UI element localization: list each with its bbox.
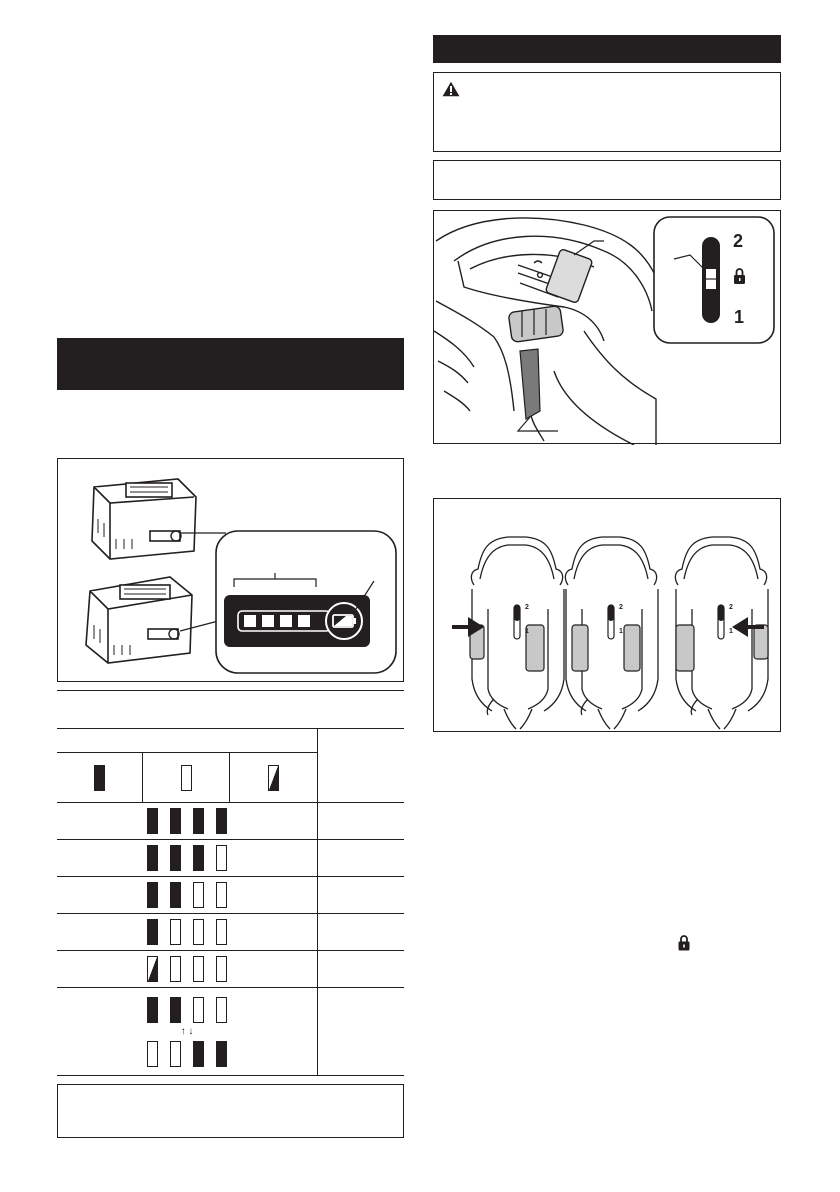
table-row bbox=[57, 951, 404, 988]
grip-middle-label-top: 2 bbox=[619, 604, 623, 611]
lamp-icon bbox=[170, 919, 181, 945]
lamp-icon bbox=[216, 956, 227, 982]
section-header-bar-right bbox=[433, 35, 781, 63]
switch-positions-illustration bbox=[434, 499, 782, 733]
lamp-icon bbox=[147, 808, 158, 834]
table-row bbox=[57, 840, 404, 877]
legend-blinking bbox=[229, 753, 317, 803]
lamp-blinking-icon bbox=[268, 765, 279, 791]
table-row bbox=[57, 803, 404, 840]
battery-illustration bbox=[58, 459, 405, 683]
grip-left-label-bottom: 1 bbox=[525, 628, 529, 635]
switch-positions-figure bbox=[433, 498, 781, 732]
indicator-table bbox=[57, 728, 404, 1076]
lamp-icon bbox=[147, 997, 158, 1023]
alternate-arrows-icon: ↑ ↓ bbox=[180, 1025, 194, 1037]
lamp-icon bbox=[216, 1041, 227, 1067]
table-row bbox=[57, 988, 404, 1076]
lamp-icon bbox=[216, 882, 227, 908]
grip-left-label-top: 2 bbox=[525, 604, 529, 611]
section-header-bar-left bbox=[57, 338, 404, 390]
table-row bbox=[57, 877, 404, 914]
lamp-icon bbox=[193, 845, 204, 871]
lamp-icon bbox=[216, 845, 227, 871]
lamp-icon bbox=[193, 1041, 204, 1067]
lamp-icon bbox=[147, 956, 158, 982]
lock-scale-top-label: 2 bbox=[733, 231, 744, 251]
lamp-icon bbox=[193, 956, 204, 982]
lamp-icon bbox=[216, 919, 227, 945]
lamp-icon bbox=[170, 882, 181, 908]
figure-rule bbox=[57, 690, 404, 691]
warning-triangle-icon bbox=[442, 81, 460, 97]
lamp-icon bbox=[170, 1041, 181, 1067]
legend-on bbox=[57, 753, 143, 803]
lamp-on-icon bbox=[94, 765, 105, 791]
grip-right-label-bottom: 1 bbox=[729, 628, 733, 635]
lamp-icon bbox=[170, 956, 181, 982]
lamp-icon bbox=[193, 919, 204, 945]
battery-figure bbox=[57, 458, 404, 682]
lamp-icon bbox=[193, 808, 204, 834]
lamp-icon bbox=[170, 845, 181, 871]
warning-box bbox=[433, 72, 781, 152]
table-row bbox=[57, 914, 404, 951]
lamp-icon bbox=[147, 882, 158, 908]
grip-middle-label-bottom: 1 bbox=[619, 628, 623, 635]
tool-illustration bbox=[434, 211, 782, 445]
table-header-top bbox=[57, 729, 318, 753]
lamp-icon bbox=[147, 1041, 158, 1067]
table-header-remaining bbox=[318, 729, 405, 803]
lamp-icon bbox=[147, 845, 158, 871]
legend-off bbox=[143, 753, 229, 803]
lamp-icon bbox=[170, 808, 181, 834]
lamp-icon bbox=[216, 997, 227, 1023]
lamp-icon bbox=[193, 882, 204, 908]
lamp-off-icon bbox=[181, 765, 192, 791]
padlock-icon bbox=[678, 935, 690, 951]
lamp-icon bbox=[193, 997, 204, 1023]
lamp-icon bbox=[170, 997, 181, 1023]
lamp-icon bbox=[216, 808, 227, 834]
note-box-left bbox=[57, 1084, 404, 1138]
lock-scale-bottom-label: 1 bbox=[734, 307, 745, 327]
switch-figure bbox=[433, 210, 781, 444]
note-box-right bbox=[433, 160, 781, 200]
grip-right-label-top: 2 bbox=[729, 604, 733, 611]
lamp-icon bbox=[147, 919, 158, 945]
